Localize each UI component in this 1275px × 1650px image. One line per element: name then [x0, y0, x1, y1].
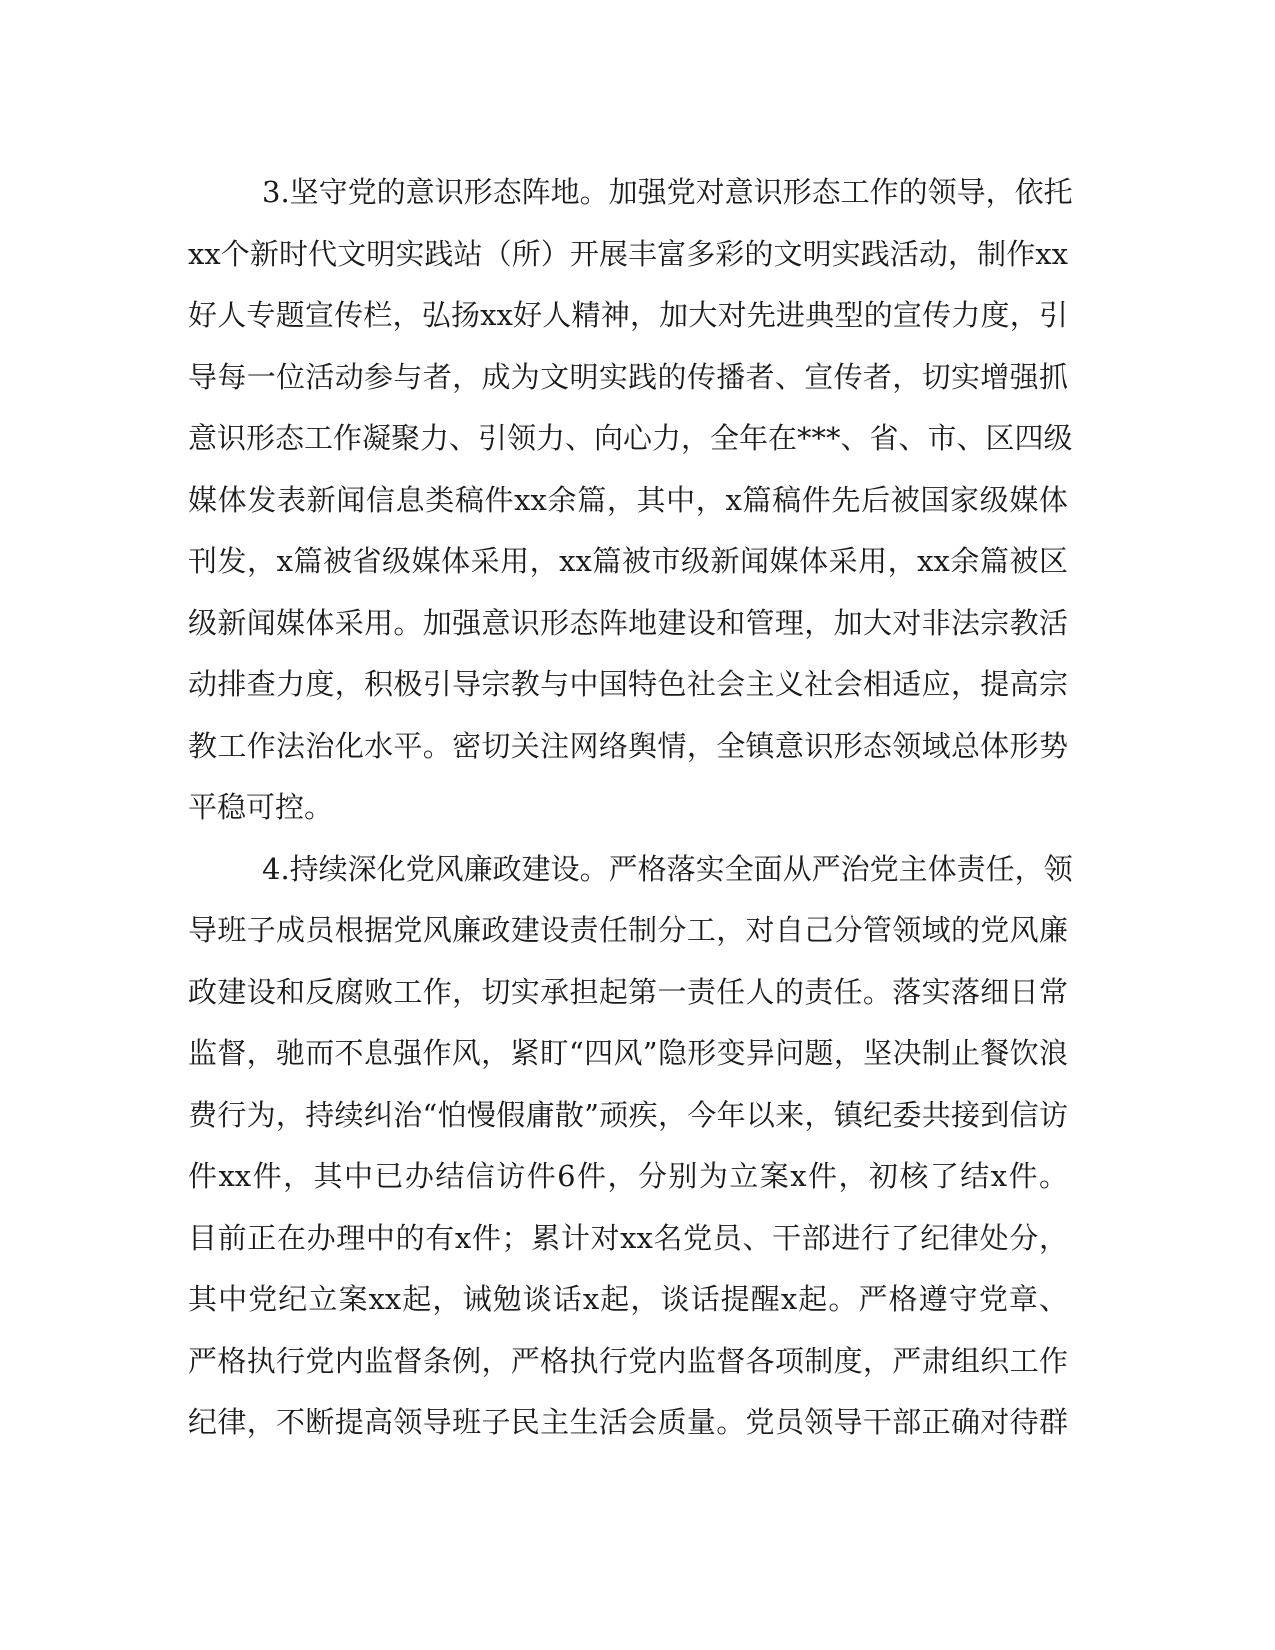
text-line: 好人专题宣传栏，弘扬xx好人精神，加大对先进典型的宣传力度，引: [188, 298, 1068, 332]
text-line: 刊发，x篇被省级媒体采用，xx篇被市级新闻媒体采用，xx余篇被区: [188, 544, 1068, 578]
text-line: 级新闻媒体采用。加强意识形态阵地建设和管理，加大对非法宗教活: [188, 605, 1068, 640]
text-line: 费行为，持续纠治“怕慢假庸散”顽疾，今年以来，镇纪委共接到信访: [188, 1097, 1068, 1132]
text-line: 3.坚守党的意识形态阵地。加强党对意识形态工作的领导，依托: [262, 175, 1073, 209]
text-line: 动排查力度，积极引导宗教与中国特色社会主义社会相适应，提高宗: [188, 667, 1068, 701]
text-line: 4.持续深化党风廉政建设。严格落实全面从严治党主体责任，领: [262, 851, 1073, 886]
text-line: 导班子成员根据党风廉政建设责任制分工，对自己分管领域的党风廉: [188, 913, 1068, 947]
text-line: 平稳可控。: [188, 790, 334, 824]
text-line: 教工作法治化水平。密切关注网络舆情，全镇意识形态领域总体形势: [188, 728, 1068, 763]
text-line: 意识形态工作凝聚力、引领力、向心力，全年在***、省、市、区四级: [188, 421, 1073, 455]
paragraph-3-ideology: [188, 162, 1073, 839]
text-line: 严格执行党内监督条例，严格执行党内监督各项制度，严肃组织工作: [188, 1343, 1068, 1378]
text-line: 媒体发表新闻信息类稿件xx余篇，其中，x篇稿件先后被国家级媒体: [188, 482, 1068, 517]
paragraph-4-integrity: [188, 839, 1073, 1454]
text-line: 目前正在办理中的有x件；累计对xx名党员、干部进行了纪律处分，: [188, 1220, 1068, 1255]
text-line: xx个新时代文明实践站（所）开展丰富多彩的文明实践活动，制作xx: [188, 236, 1068, 271]
text-line: 政建设和反腐败工作，切实承担起第一责任人的责任。落实落细日常: [188, 974, 1068, 1009]
document-body: [188, 162, 1073, 1454]
text-line: 纪律，不断提高领导班子民主生活会质量。党员领导干部正确对待群: [188, 1405, 1068, 1439]
text-line: 导每一位活动参与者，成为文明实践的传播者、宣传者，切实增强抓: [188, 359, 1068, 394]
text-line: 件xx件，其中已办结信访件6件，分别为立案x件，初核了结x件。: [188, 1159, 1068, 1193]
text-line: 其中党纪立案xx起，诫勉谈话x起，谈话提醒x起。严格遵守党章、: [188, 1282, 1068, 1316]
text-line: 监督，驰而不息强作风，紧盯“四风”隐形变异问题，坚决制止餐饮浪: [188, 1036, 1068, 1070]
